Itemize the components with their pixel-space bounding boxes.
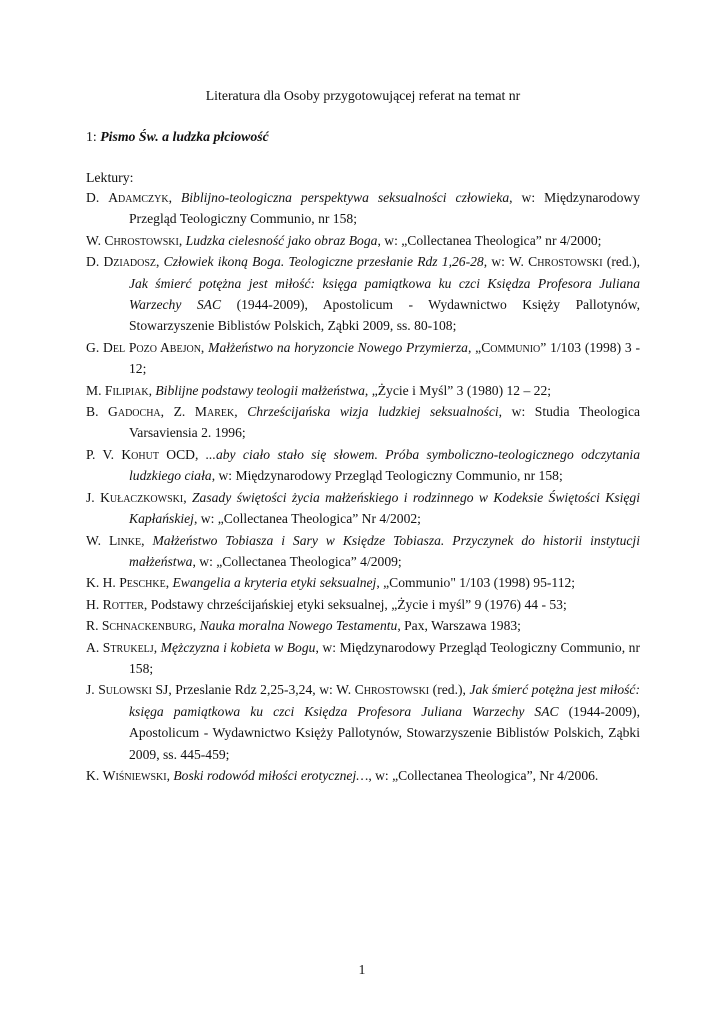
ref-initial: W.	[86, 532, 109, 548]
ref-author: Marek	[194, 404, 235, 420]
section-heading	[86, 129, 269, 145]
ref-sep: ,	[148, 382, 156, 398]
ref-initial: K.	[86, 767, 103, 783]
ref-work-title: Człowiek ikoną Boga. Teologiczne przesłanie Rdz 1,26-28	[163, 254, 484, 270]
ref-work-title: Biblijno-teologiczna perspektywa seksualności człowieka	[180, 190, 510, 205]
ref-author: Adamczyk	[108, 190, 169, 205]
reference-item	[86, 337, 640, 380]
ref-book-title: Jak śmierć potężna jest miłość: księga pamiątkowa ku czci Księdza Profesora Juliana Warzechy SAC	[129, 682, 640, 719]
readings-label: Lektury:	[86, 170, 134, 185]
ref-sep: ,	[143, 596, 151, 612]
ref-initial: G.	[86, 339, 104, 355]
ref-editor: Chrostowski	[354, 682, 430, 698]
ref-source: , w: Studia Theologica Varsaviensia 2. 1996;	[129, 404, 641, 441]
ref-author: Linke	[108, 532, 142, 548]
ref-source: , w: Międzynarodowy Przegląd Teologiczny Communio, nr 158;	[129, 190, 640, 227]
ref-source: , „Życie i Myśl” 3 (1980) 12 – 22;	[364, 382, 552, 398]
ref-book-title: Jak śmierć potężna jest miłość: księga pamiątkowa ku czci Księdza Profesora Juliana Warzechy SAC	[129, 275, 640, 313]
ref-sep: ,	[141, 532, 153, 548]
ref-source: , w: „Collectanea Theologica”, Nr 4/2006.	[368, 767, 599, 783]
ref-work-title: ...aby ciało stało się słowem. Próba symboliczno-teologicznego odczytania ludzkiego ciała	[129, 446, 640, 484]
ref-initial: H.	[86, 596, 103, 612]
ref-initial: J.	[86, 682, 99, 698]
ref-initial: B.	[86, 404, 109, 420]
ref-sep: SJ, Przeslanie Rdz 2,25-3,24, w: W.	[151, 682, 355, 698]
reference-item	[86, 530, 640, 573]
reference-item	[86, 572, 640, 593]
ref-work-title: Małżeństwo na horyzoncie Nowego Przymierza	[208, 339, 468, 355]
ref-source: , Pax, Warszawa 1983;	[397, 618, 521, 634]
ref-source: , w: Międzynarodowy Przegląd Teologiczny Communio, nr 158;	[211, 468, 563, 484]
reference-item	[86, 401, 640, 444]
ref-author: Kułaczkowski	[100, 489, 184, 505]
ref-source: , „Communio" 1/103 (1998) 95-112;	[376, 575, 576, 591]
reference-item	[86, 487, 640, 530]
ref-initial: K. H.	[86, 575, 120, 591]
ref-initial: R.	[86, 618, 102, 634]
ref-work-title: Boski rodowód miłości erotycznej…	[173, 767, 369, 783]
reference-item	[86, 594, 640, 615]
ref-initial: A.	[86, 639, 103, 655]
ref-author: Dziadosz	[103, 254, 157, 270]
ref-author: Schnackenburg	[101, 618, 193, 634]
ref-initial: W.	[86, 232, 105, 248]
ref-work-title: Ewangelia a kryteria etyki seksualnej	[172, 575, 377, 591]
ref-source: , w: „Collectanea Theologica” Nr 4/2002;	[193, 511, 421, 527]
reference-item	[86, 679, 640, 765]
reference-item	[86, 230, 640, 251]
ref-sep: ,	[168, 190, 181, 205]
ref-sep: (red.),	[429, 682, 470, 698]
section-title: Pismo Św. a ludzka płciowość	[100, 129, 269, 144]
ref-source: ” 1/103 (1998) 3 - 12;	[129, 339, 641, 377]
ref-sep: ,	[192, 618, 200, 634]
ref-initial: D.	[86, 254, 104, 270]
ref-sep: ,	[165, 575, 173, 591]
ref-sep: OCD,	[158, 446, 206, 462]
ref-work-title: Zasady świętości życia małżeńskiego i rodzinnego w Kodeksie Świętości Księgi Kapłańskiej	[129, 489, 640, 527]
ref-work-title: Małżeństwo Tobiasza i Sary w Księdze Tobiasza. Przyczynek do historii instytucji małżeństwa	[129, 532, 640, 569]
ref-work-title: Chrześcijańska wizja ludzkiej seksualności	[247, 404, 499, 420]
ref-sep: ,	[156, 254, 164, 270]
ref-editor: Chrostowski	[528, 254, 603, 270]
ref-sep: , Z.	[160, 404, 195, 420]
ref-sep: ,	[183, 489, 192, 505]
ref-author: Gadocha	[108, 404, 161, 420]
reference-item	[86, 444, 640, 487]
reference-item	[86, 637, 640, 680]
ref-author: Chrostowski	[104, 232, 179, 248]
ref-author: Rotter	[102, 596, 144, 612]
ref-source: , w: W.	[483, 254, 529, 270]
ref-sep: ,	[200, 339, 209, 355]
ref-sep: ,	[234, 404, 248, 420]
ref-author: Del Pozo Abejon	[103, 339, 201, 355]
ref-author: Peschke	[119, 575, 166, 591]
ref-work-title: Mężczyzna i kobieta w Bogu	[160, 639, 316, 655]
ref-work-title: Biblijne podstawy teologii małżeństwa	[155, 382, 365, 398]
ref-journal: Communio	[481, 339, 541, 355]
reference-item	[86, 380, 640, 401]
ref-source: Podstawy chrześcijańskiej etyki seksualnej, „Życie i myśl” 9 (1976) 44 - 53;	[150, 596, 567, 612]
ref-initial: D.	[86, 190, 109, 205]
ref-author: Strukelj	[102, 639, 154, 655]
reference-list	[86, 187, 640, 786]
ref-source: , w: Międzynarodowy Przegląd Teologiczny Communio, nr 158;	[129, 639, 640, 676]
reference-item	[86, 251, 640, 337]
ref-work-title: Nauka moralna Nowego Testamentu	[199, 618, 398, 634]
ref-source: (1944-2009), Apostolicum - Wydawnictwo Księży Pallotynów, Stowarzyszenie Biblistów Polskich, Ząbki 2009, ss. 445-459;	[129, 703, 640, 762]
ref-work-title: Ludzka cielesność jako obraz Boga	[185, 232, 378, 248]
ref-author: Sulowski	[98, 682, 152, 698]
ref-source: (red.),	[602, 254, 641, 270]
reference-item	[86, 615, 640, 636]
page-title: Literatura dla Osoby przygotowującej referat na temat nr	[205, 88, 521, 103]
ref-source: , „	[467, 339, 482, 355]
ref-sep: ,	[166, 767, 174, 783]
ref-source: , w: „Collectanea Theologica” nr 4/2000;	[377, 232, 602, 248]
ref-author: Filipiak	[104, 382, 149, 398]
ref-author: Wiśniewski	[102, 767, 167, 783]
ref-initial: P. V.	[86, 446, 122, 462]
ref-source: , w: „Collectanea Theologica” 4/2009;	[192, 553, 402, 569]
page-number: 1	[358, 962, 366, 977]
ref-source: (1944-2009), Apostolicum - Wydawnictwo Księży Pallotynów, Stowarzyszenie Biblistów Polskich, Ząbki 2009, ss. 80-108;	[129, 297, 641, 334]
ref-author: Kohut	[121, 446, 159, 462]
ref-sep: ,	[153, 639, 161, 655]
reference-item	[86, 187, 640, 230]
ref-initial: J.	[86, 489, 101, 505]
reference-item	[86, 765, 640, 786]
ref-initial: M.	[86, 382, 105, 398]
section-number: 1:	[86, 129, 101, 144]
ref-sep: ,	[178, 232, 186, 248]
